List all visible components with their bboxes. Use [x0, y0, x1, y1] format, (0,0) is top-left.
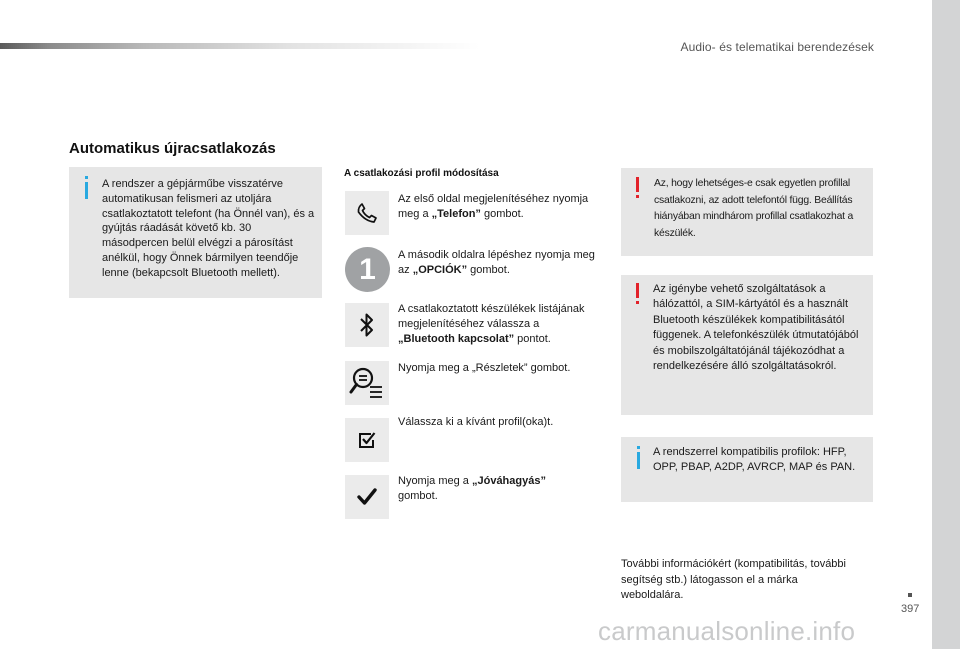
step-number-badge: 1: [345, 247, 390, 292]
footer-note: További információkért (kompatibilitás, további segítség stb.) látogasson el a márka weboldalára.: [621, 558, 846, 601]
details-icon: [348, 364, 386, 402]
warning-text-2: Az igénybe vehető szolgáltatások a hálózattól, a SIM-kártyától és a használt Bluetooth készülékek kompatibilitásától függenek. A telefonkészülék útmutatójából és mobilszolgáltatójánál tájékozódhat a rendelkezésére álló szolgáltatásokról.: [653, 283, 859, 373]
watermark: carmanualsonline.info: [598, 616, 856, 646]
page-number: 397: [901, 603, 920, 615]
phone-button[interactable]: [345, 191, 389, 235]
warning-icon: [636, 283, 639, 298]
bluetooth-icon: [356, 310, 378, 340]
info-text: A rendszer a gépjárműbe visszatérve automatikusan felismeri az utoljára csatlakoztatott telefont (ha Önnél van), és a gyújtás ráadását követő kb. 30 másodpercen belül elvégzi a párosítást anélkül, hogy Önnek bármilyen teendője lenne (bekapcsolt Bluetooth mellett).: [102, 178, 315, 279]
checkbox-icon: [356, 429, 378, 451]
info-icon: [637, 452, 640, 469]
page-marker: [908, 593, 912, 597]
details-button[interactable]: [345, 361, 389, 405]
step-text-6: Nyomja meg a „Jóváhagyás” gombot.: [398, 475, 546, 502]
info-text-profiles: A rendszerrel kompatibilis profilok: HFP, OPP, PBAP, A2DP, AVRCP, MAP és PAN.: [653, 446, 856, 474]
warning-text-1: Az, hogy lehetséges-e csak egyetlen profillal csatlakozni, az adott telefontól függ. Beállítás hiányában mindhárom profillal csatlakozhat a készülék.: [654, 178, 854, 239]
page-edge-tab: [932, 0, 960, 649]
chapter-title: Audio- és telematikai berendezések: [680, 40, 874, 54]
warning-icon: [636, 177, 639, 192]
info-box-profiles: [621, 437, 873, 502]
warning-box-services: [621, 275, 873, 415]
profile-change-title: A csatlakozási profil módosítása: [344, 168, 499, 179]
step-text-3: A csatlakoztatott készülékek listájának megjelenítéséhez válassza a „Bluetooth kapcsolat” pontot.: [398, 303, 585, 345]
step-text-1: Az első oldal megjelenítéséhez nyomja meg a „Telefon” gombot.: [398, 193, 589, 220]
info-box-reconnect: [69, 167, 322, 298]
checkmark-icon: [356, 486, 378, 508]
phone-icon: [353, 199, 381, 227]
section-title: Automatikus újracsatlakozás: [69, 140, 276, 157]
warning-box-profile: [621, 168, 873, 256]
step-text-4: Nyomja meg a „Részletek” gombot.: [398, 362, 571, 374]
info-icon: [85, 182, 88, 199]
confirm-button[interactable]: [345, 475, 389, 519]
step-text-5: Válassza ki a kívánt profil(oka)t.: [398, 416, 554, 428]
profile-checkbox[interactable]: [345, 418, 389, 462]
step-text-2: A második oldalra lépéshez nyomja meg az „OPCIÓK” gombot.: [398, 249, 595, 276]
header-gradient-bar: [0, 43, 480, 49]
bluetooth-button[interactable]: [345, 303, 389, 347]
